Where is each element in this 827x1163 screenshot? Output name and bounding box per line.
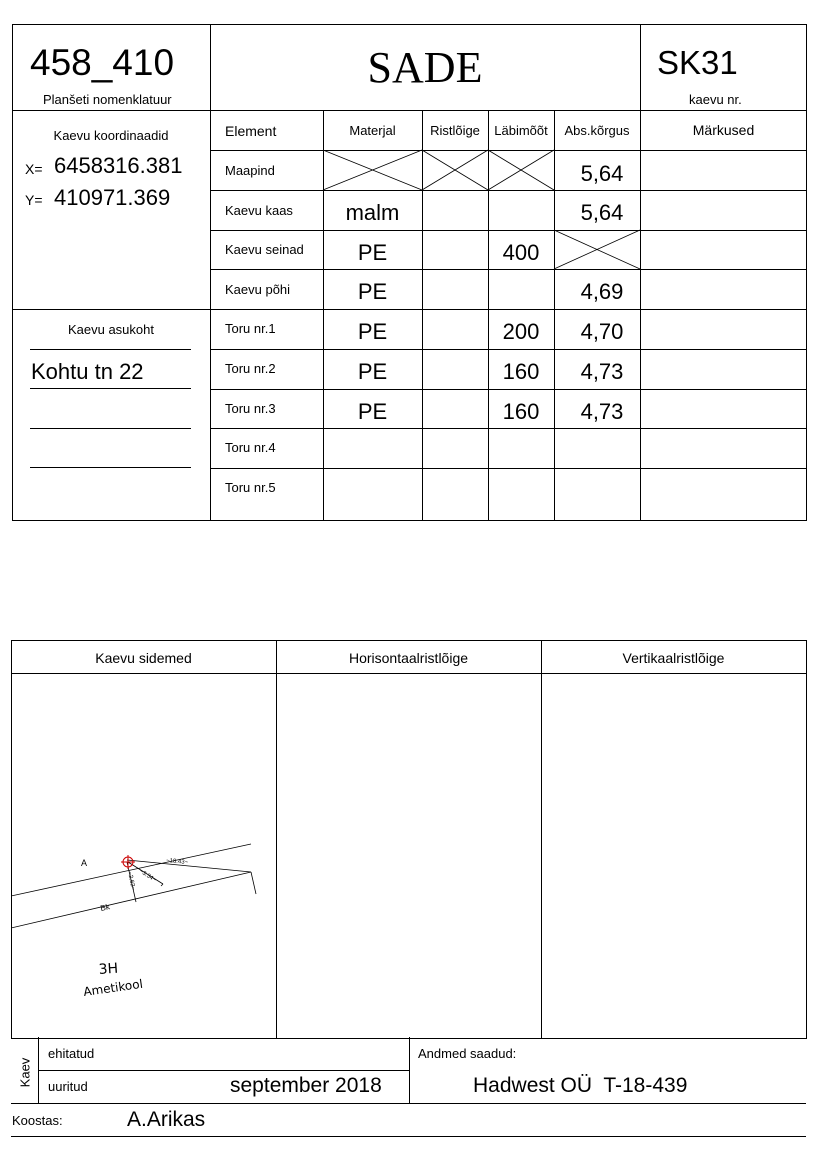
row-diameter: 200 xyxy=(502,319,540,344)
row-element: Toru nr.3 xyxy=(225,401,276,416)
footer-hline-last xyxy=(11,1136,806,1137)
location-label: Kaevu asukoht xyxy=(67,322,154,337)
nomenclature-value: 458_410 xyxy=(30,42,175,83)
sketch-letter-a: A xyxy=(81,858,88,868)
footer-data-from-label: Andmed saadud: xyxy=(418,1046,517,1061)
location-sketch xyxy=(11,674,276,1036)
th-notes: Märkused xyxy=(692,122,755,138)
th-diameter: Läbimõõt xyxy=(494,123,548,138)
dim-tick-diag xyxy=(161,884,163,886)
row-abs: 4,73 xyxy=(580,399,624,424)
row-element: Maapind xyxy=(225,163,275,178)
col-title-ties: Kaevu sidemed xyxy=(95,650,192,666)
location-value: Kohtu tn 22 xyxy=(31,359,144,384)
footer-author-value: A.Arikas xyxy=(127,1108,206,1131)
row-element: Toru nr.1 xyxy=(225,321,276,336)
sketch-dim-top: ~18.43~ xyxy=(165,858,189,866)
row-abs: 5,64 xyxy=(580,200,624,225)
well-marker-icon xyxy=(121,855,135,869)
footer-hline-bottom xyxy=(11,1103,806,1104)
well-number-label: kaevu nr. xyxy=(689,92,742,107)
type-title: SADE xyxy=(367,43,483,92)
col-title-horizontal: Horisontaalristlõige xyxy=(348,650,469,666)
nomenclature-label: Planšeti nomenklatuur xyxy=(43,92,172,107)
row-material: PE xyxy=(357,319,388,344)
coord-y-value: 410971.369 xyxy=(54,185,171,210)
row-diameter: 400 xyxy=(502,240,540,265)
row-element: Toru nr.2 xyxy=(225,361,276,376)
coords-label: Kaevu koordinaadid xyxy=(53,128,169,143)
dim-line-top xyxy=(127,860,251,872)
sketch-dim-diag: ~3.34~ xyxy=(137,868,157,884)
th-element: Element xyxy=(225,123,277,139)
lower-vline-2 xyxy=(541,640,542,1038)
sketch-building-code: 3H xyxy=(98,960,119,978)
road-end-tick xyxy=(251,872,256,894)
row-material: PE xyxy=(357,359,388,384)
row-material: malm xyxy=(345,200,400,225)
row-material: PE xyxy=(357,240,388,265)
row-element: Toru nr.4 xyxy=(225,440,276,455)
row-element: Toru nr.5 xyxy=(225,480,276,495)
sketch-road-label: Bk xyxy=(99,902,111,913)
footer-author-label: Koostas: xyxy=(12,1113,63,1128)
th-cross: Ristlõige xyxy=(430,123,480,138)
row-element: Kaevu seinad xyxy=(225,242,304,257)
footer-vline-mid xyxy=(409,1037,410,1104)
row-abs: 4,70 xyxy=(580,319,624,344)
coord-y-label: Y= xyxy=(25,192,43,208)
row-material: PE xyxy=(357,399,388,424)
row-material: PE xyxy=(357,279,388,304)
row-abs: 4,69 xyxy=(580,279,624,304)
row-element: Kaevu põhi xyxy=(225,282,291,297)
footer-kaev-label: Kaev xyxy=(17,1057,33,1088)
row-diameter: 160 xyxy=(502,399,540,424)
footer-hline-mid xyxy=(38,1070,409,1071)
footer-data-from-value: Hadwest OÜ T-18-439 xyxy=(473,1074,688,1097)
footer-surveyed-label: uuritud xyxy=(48,1079,88,1094)
row-abs: 5,64 xyxy=(580,161,624,186)
sketch-building-name: Ametikool xyxy=(82,976,144,999)
row-abs: 4,73 xyxy=(580,359,624,384)
coord-x-value: 6458316.381 xyxy=(54,153,183,178)
footer-surveyed-date: september 2018 xyxy=(230,1074,382,1097)
lower-vline-1 xyxy=(276,640,277,1038)
footer-built-label: ehitatud xyxy=(48,1046,95,1061)
sketch-dim-vert: ~2.62~ xyxy=(126,871,136,891)
col-title-vertical: Vertikaalristlõige xyxy=(622,650,725,666)
row-element: Kaevu kaas xyxy=(225,203,293,218)
row-diameter: 160 xyxy=(502,359,540,384)
well-number-value: SK31 xyxy=(657,44,738,81)
coord-x-label: X= xyxy=(25,161,43,177)
th-material: Materjal xyxy=(349,123,396,138)
th-abs: Abs.kõrgus xyxy=(564,123,630,138)
